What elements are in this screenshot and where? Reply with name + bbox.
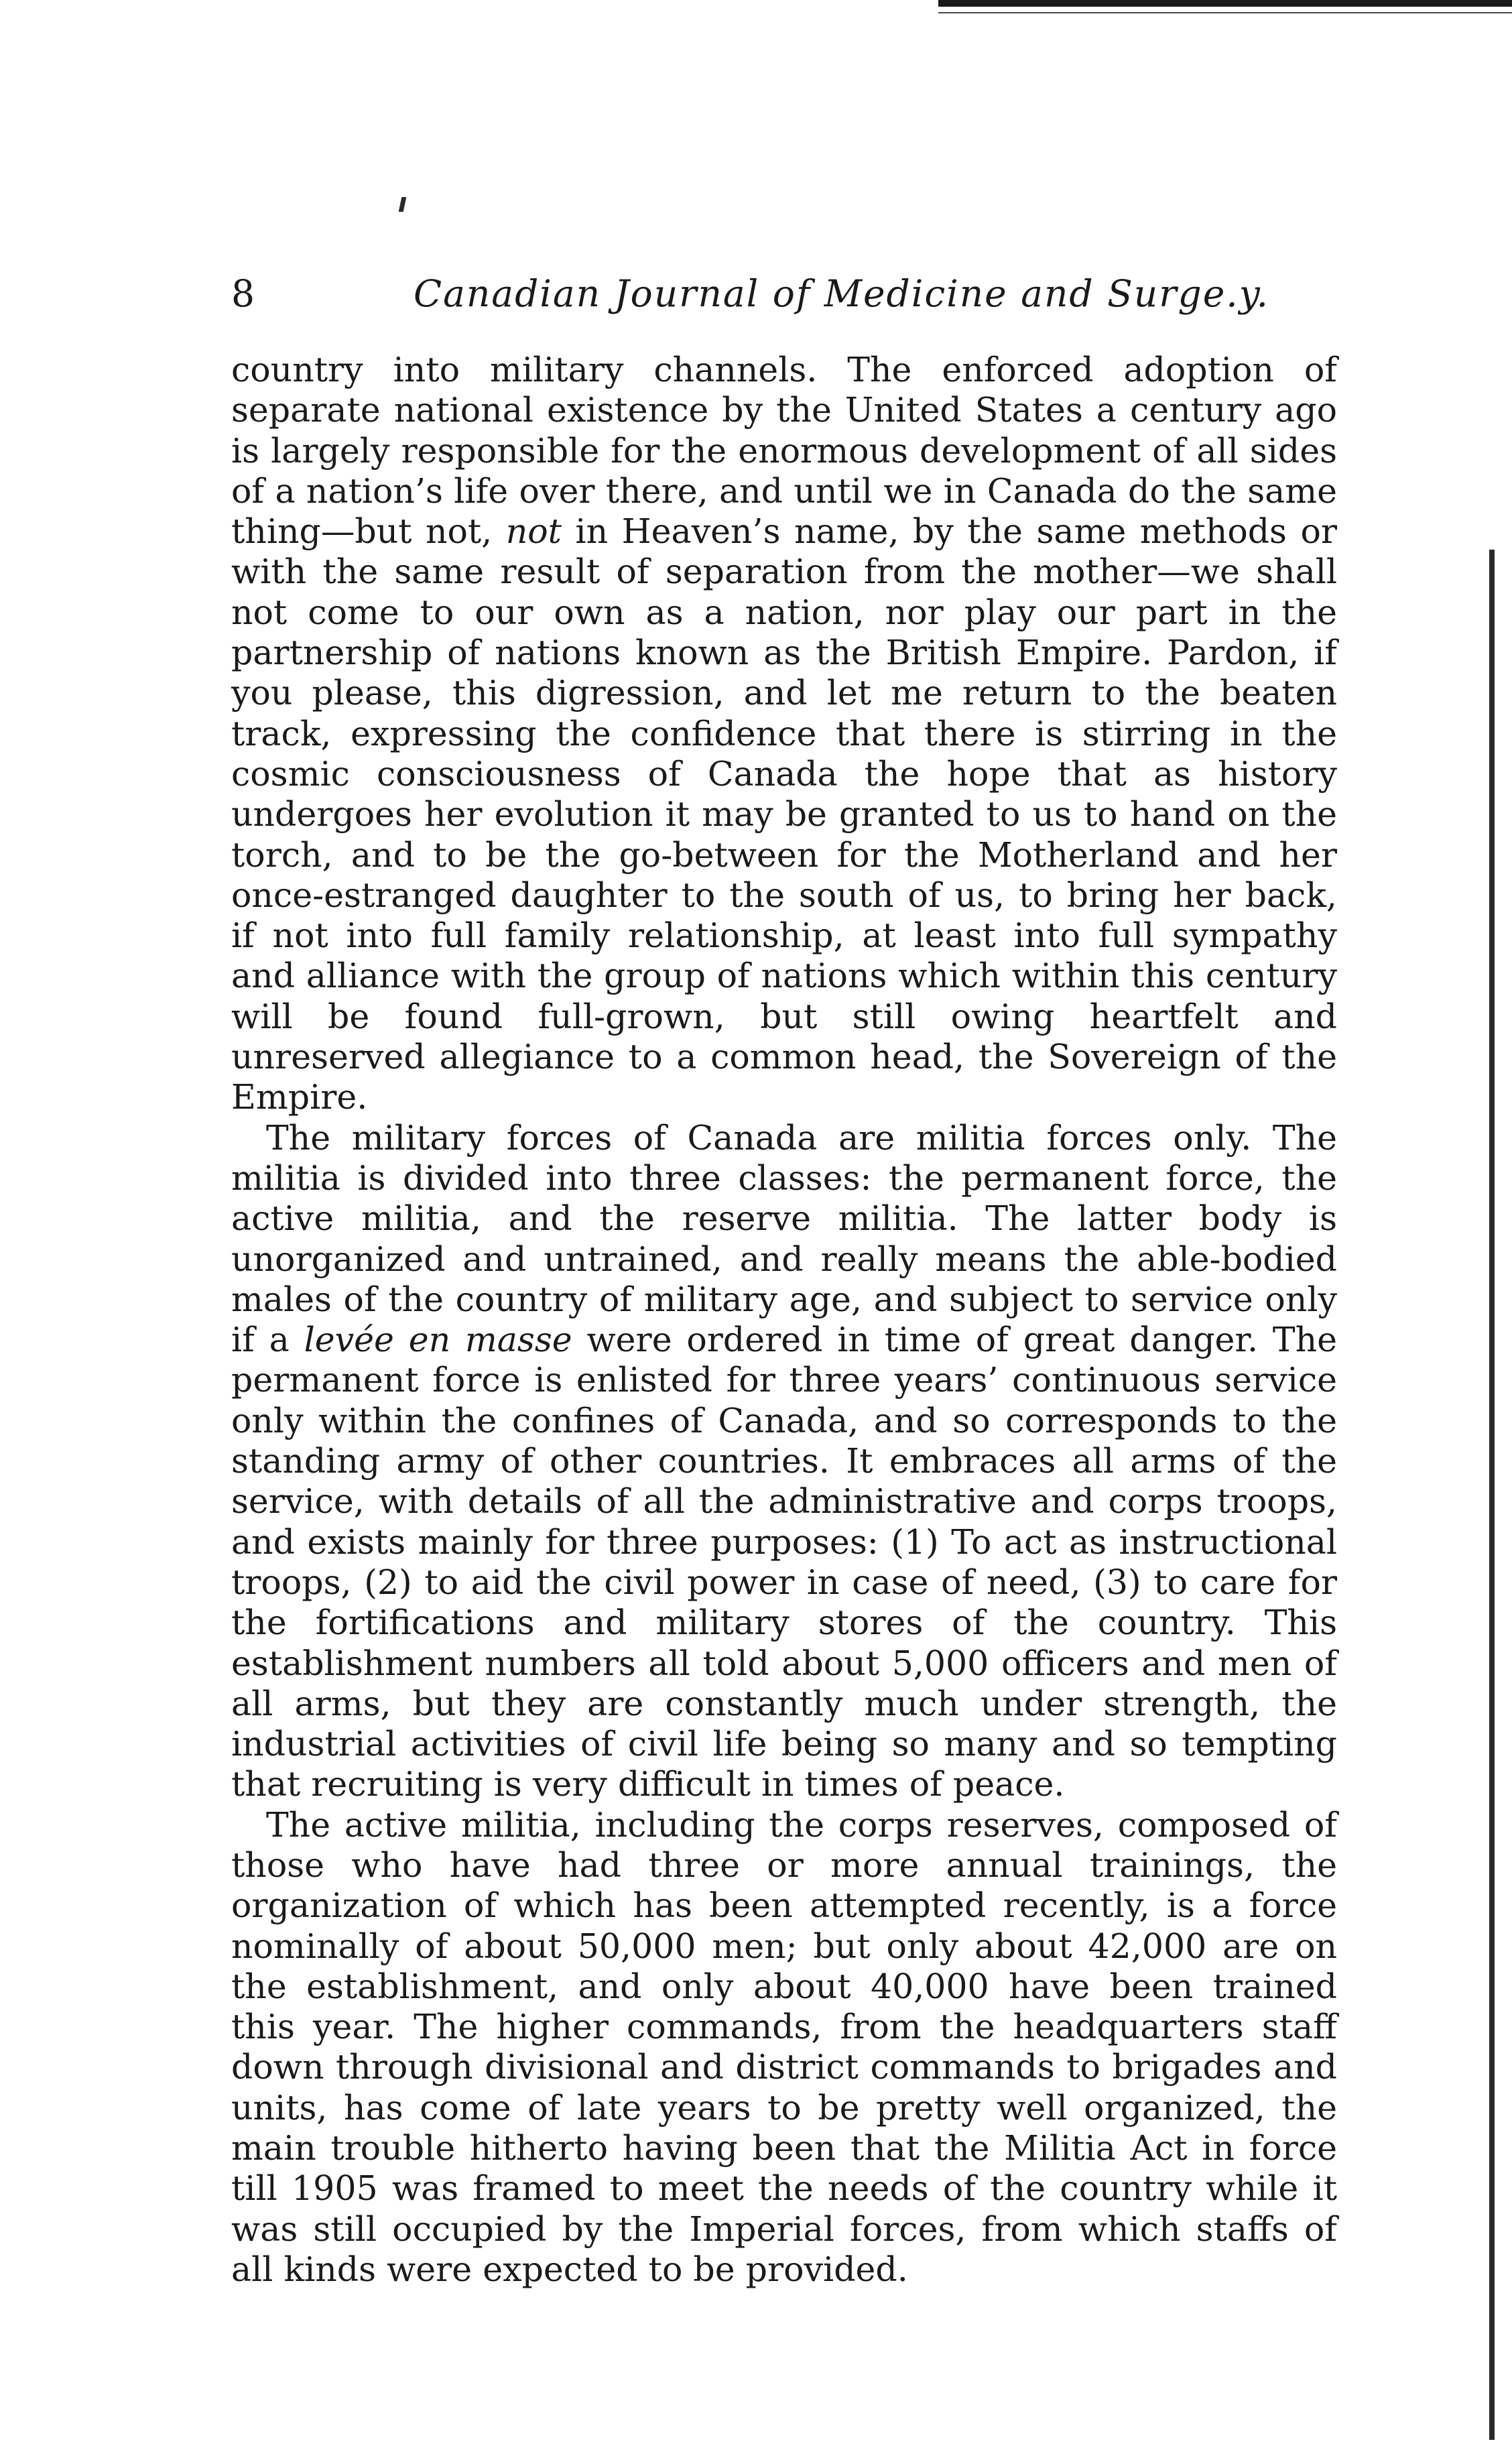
text-run: were ordered in time of great danger. The permanent force is enlisted for three years’ continuous service only within the confines of Canada, and so corresponds to the standing army of other countries. It embraces all arms of the service, with details of all the administrative and corps troops, and exists mainly for three purposes: (1) To act as instructional troops, (2) to aid the civil power in case of need, (3) to care for the fortifications and military stores of the country. This establishment numbers all told about 5,000 officers and men of all arms, but they are constantly much under strength, the industrial activities of civil life being so many and so tempting that recruiting is very difficult in times of peace. — [231, 1320, 1337, 1804]
page-header — [231, 267, 1344, 320]
scan-edge-top-thin — [938, 12, 1512, 13]
text-run-italic: levée en masse — [304, 1320, 572, 1360]
running-title: Canadian Journal of Medicine and Surge.y. — [414, 272, 1269, 315]
text-run: The military forces of Canada are militia forces only. The militia is divided into three classes: the permanent force, the active militia, and the reserve militia. The latter body is unorganized and untrained, and really means the able-bodied males of the country of military age, and subject to service only if a — [231, 1117, 1337, 1360]
paragraph-1 — [231, 350, 1337, 1118]
scan-edge-right — [1489, 550, 1495, 2440]
ink-speck — [399, 197, 407, 212]
paragraph-3 — [231, 1805, 1337, 2290]
text-run: The active militia, including the corps reserves, composed of those who have had three or more annual trainings, the organization of which has been attempted recently, is a force nominally of about 50,000 men; but only about 42,000 are on the establishment, and only about 40,000 have been trained this year. The higher commands, from the headquarters staff down through divisional and district commands to brigades and units, has come of late years to be pretty well organized, the main trouble hitherto having been that the Militia Act in force till 1905 was framed to meet the needs of the country while it was still occupied by the Imperial forces, from which staffs of all kinds were expected to be provided. — [231, 1804, 1337, 2289]
paragraph-2 — [231, 1118, 1337, 1805]
text-run: country into military channels. The enforced adoption of separate national existence by the United States a century ago is largely responsible for the enormous development of all sides of a nation’s life over there, and until we in Canada do the same thing—but not, — [231, 350, 1337, 552]
page-number: 8 — [231, 272, 255, 315]
article-body — [231, 350, 1337, 2290]
text-run: in Heaven’s name, by the same methods or with the same result of separation from the mother—we shall not come to our own as a nation, nor play our part in the partnership of nations known as the British Empire. Pardon, if you please, this digression, and let me return to the beaten track, expressing the confidence that there is stirring in the cosmic consciousness of Canada the hope that as history undergoes her evolution it may be granted to us to hand on the torch, and to be the go-between for the Motherland and her once-estranged daughter to the south of us, to bring her back, if not into full family relationship, at least into full sympathy and alliance with the group of nations which within this century will be found full-grown, but still owing heartfelt and unreserved allegiance to a common head, the Sovereign of the Empire. — [231, 511, 1337, 1117]
scan-edge-top — [938, 0, 1512, 7]
text-run-italic: not — [505, 511, 562, 552]
